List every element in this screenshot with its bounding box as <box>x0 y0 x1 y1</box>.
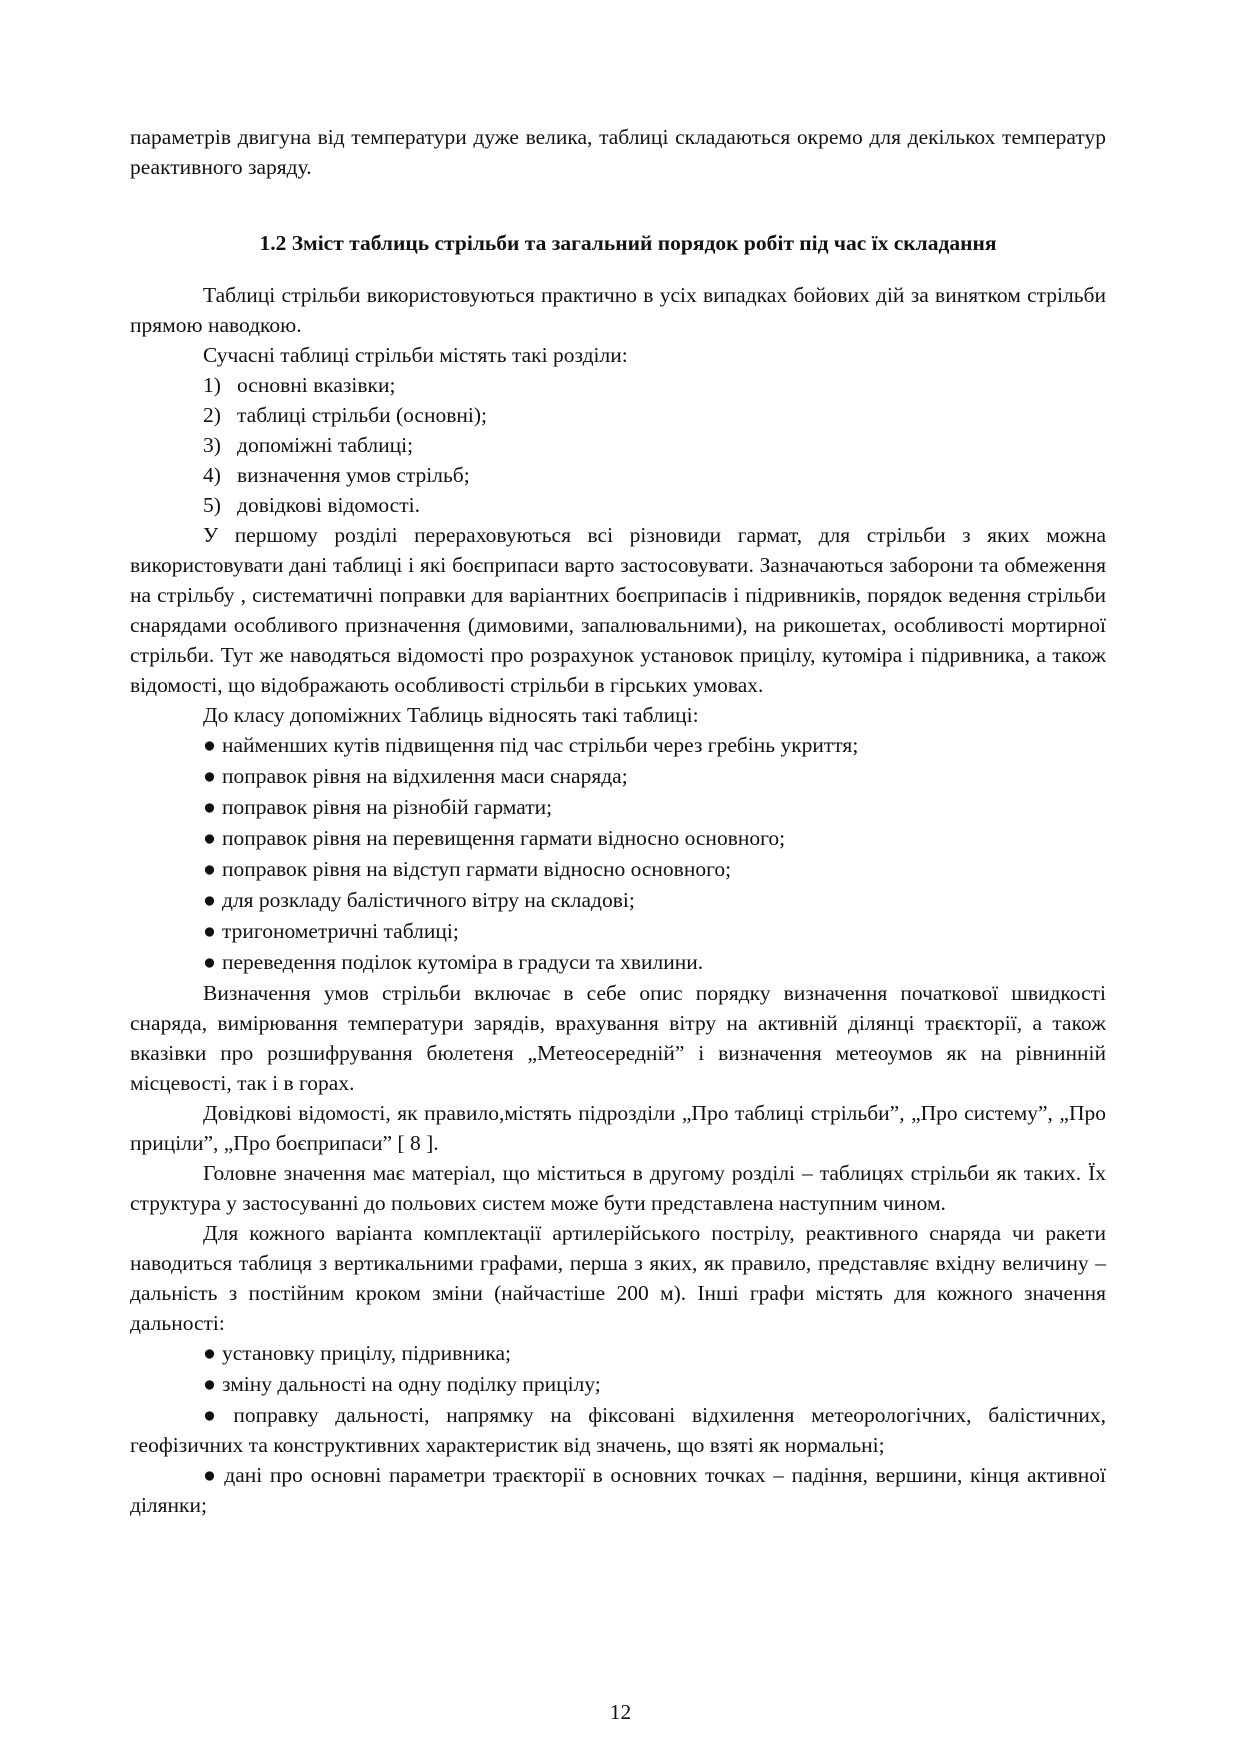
paragraph-reference-info: Довідкові відомості, як правило,містять підрозділи „Про таблиці стрільби”, „Про систему”, „Про приціли”, „Про боєприпаси” [ 8 ]. <box>130 1101 1106 1155</box>
list-item: ● поправок рівня на відхилення маси снаряда; <box>203 764 628 788</box>
list-item: ● поправок рівня на перевищення гармати відносно основного; <box>203 826 786 850</box>
list-item: ● для розкладу балістичного вітру на складові; <box>203 888 635 912</box>
section-heading: 1.2 Зміст таблиць стрільби та загальний порядок робіт під час їх складання <box>259 231 997 255</box>
bullet-icon: ● <box>203 764 216 788</box>
paragraph-first-section: У першому розділі перераховуються всі різновиди гармат, для стрільби з яких можна використовувати дані таблиці і які боєприпаси варто застосовувати. Зазначаються заборони та обмеження на стрільбу , систематичні поправки для варіантних боєприпасів і підривників, порядок ведення стрільби снарядами особливого призначення (димовими, запалювальними), на рикошетах, особливості мортирної стрільби. Тут же наводяться відомості про розрахунок установок прицілу, кутоміра і підривника, а також відомості, що відображають особливості стрільби в гірських умовах. <box>130 523 1106 697</box>
list-item: ● переведення поділок кутоміра в градуси та хвилини. <box>203 950 704 974</box>
bullet-icon: ● <box>203 950 216 974</box>
list-item: ● поправок рівня на відступ гармати відносно основного; <box>203 857 732 881</box>
bullet-icon: ● <box>203 826 216 850</box>
list-item: 4) визначення умов стрільб; <box>203 463 470 487</box>
bullet-icon: ● <box>203 888 216 912</box>
paragraph-table-structure: Для кожного варіанта комплектації артилерійського пострілу, реактивного снаряда чи ракети наводиться таблиця з вертикальними графами, перша з яких, як правило, представляє вхідну величину – дальність з постійним кроком зміни (найчастіше 200 м). Інші графи містять для кожного значення дальності: <box>130 1221 1106 1335</box>
list-item: ● тригонометричні таблиці; <box>203 919 459 943</box>
paragraph-main-tables: Головне значення має матеріал, що міститься в другому розділі – таблицях стрільби як таких. Їх структура у застосуванні до польових систем може бути представлена наступним чином. <box>130 1161 1106 1215</box>
list-item: 2) таблиці стрільби (основні); <box>203 403 487 427</box>
bullet-icon: ● <box>203 1372 216 1396</box>
intro-paragraph: параметрів двигуна від температури дуже велика, таблиці складаються окремо для декількох температур реактивного заряду. <box>130 125 1106 179</box>
paragraph-sections-intro: Сучасні таблиці стрільби містять такі розділи: <box>203 343 628 367</box>
bullet-icon: ● <box>203 857 216 881</box>
list-item: ● найменших кутів підвищення під час стрільби через гребінь укриття; <box>203 733 859 757</box>
bullet-icon: ● <box>203 1403 228 1427</box>
paragraph-firing-tables-usage: Таблиці стрільби використовуються практично в усіх випадках бойових дій за винятком стрільби прямою наводкою. <box>130 283 1106 337</box>
bullet-icon: ● <box>203 919 216 943</box>
bullet-icon: ● <box>203 1463 219 1487</box>
list-item: ● поправку дальності, напрямку на фіксовані відхилення метеорологічних, балістичних, геофізичних та конструктивних характеристик від значень, що взяті як нормальні; <box>130 1403 1106 1457</box>
bullet-icon: ● <box>203 733 216 757</box>
document-page <box>130 122 1106 1520</box>
list-item: 1) основні вказівки; <box>203 373 396 397</box>
bullet-icon: ● <box>203 1341 216 1365</box>
list-item: 3) допоміжні таблиці; <box>203 433 414 457</box>
bullet-icon: ● <box>203 795 216 819</box>
paragraph-aux-tables-intro: До класу допоміжних Таблиць відносять такі таблиці: <box>203 703 699 727</box>
aux-tables-list <box>130 730 1106 978</box>
page-number: 12 <box>609 1700 632 1724</box>
list-item: ● поправок рівня на різнобій гармати; <box>203 795 553 819</box>
list-item: ● зміну дальності на одну поділку прицілу; <box>203 1372 601 1396</box>
paragraph-firing-conditions: Визначення умов стрільби включає в себе опис порядку визначення початкової швидкості снаряда, вимірювання температури зарядів, врахування вітру на активній ділянці траєкторії, а також вказівки про розшифрування бюлетеня „Метеосередній” і визначення метеоумов як на рівнинній місцевості, так і в горах. <box>130 981 1106 1095</box>
list-item: ● дані про основні параметри траєкторії в основних точках – падіння, вершини, кінця активної ділянки; <box>130 1463 1106 1517</box>
list-item: ● установку прицілу, підривника; <box>203 1341 511 1365</box>
sections-list <box>130 370 1106 520</box>
table-columns-list <box>130 1338 1106 1400</box>
list-item: 5) довідкові відомості. <box>203 493 420 517</box>
